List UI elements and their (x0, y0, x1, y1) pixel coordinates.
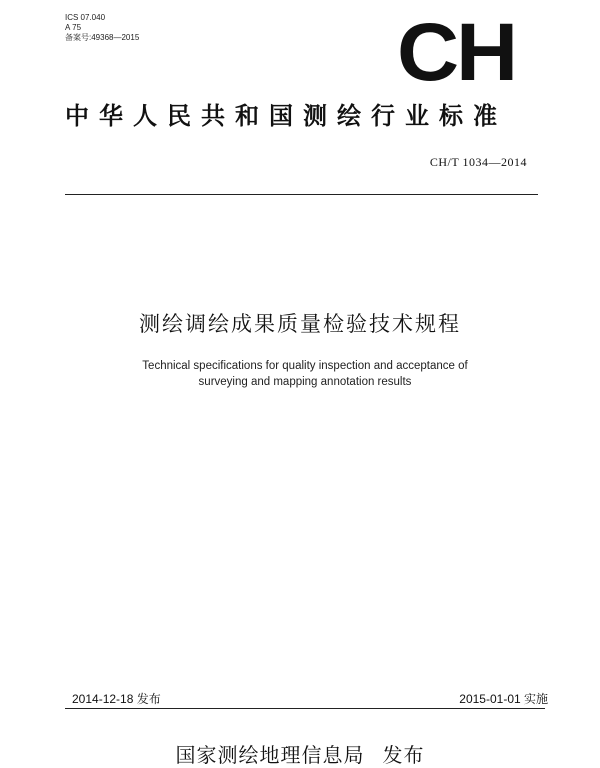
title-en-line-2: surveying and mapping annotation results (198, 376, 412, 388)
implementation-date: 2015-01-01 实施 (459, 692, 548, 706)
bottom-divider (65, 708, 545, 709)
ch-logo: CH (397, 7, 516, 98)
document-title-en (0, 358, 600, 390)
class-code: A 75 (65, 23, 82, 32)
issuer-action: 发布 (382, 743, 425, 767)
standard-number: CH/T 1034—2014 (429, 155, 527, 169)
record-number: 备案号:49368—2015 (65, 33, 140, 42)
ics-code: ICS 07.040 (65, 13, 106, 22)
top-divider (65, 194, 538, 195)
standard-category-title: 中华人民共和国测绘行业标准 (65, 102, 507, 130)
classification-block (65, 13, 139, 43)
document-title-cn: 测绘调绘成果质量检验技术规程 (139, 312, 461, 336)
title-en-line-1: Technical specifications for quality inspection and acceptance of (142, 360, 468, 372)
publish-date: 2014-12-18 发布 (72, 692, 161, 706)
issuing-authority (0, 742, 600, 768)
issuer-name: 国家测绘地理信息局 (175, 743, 365, 767)
